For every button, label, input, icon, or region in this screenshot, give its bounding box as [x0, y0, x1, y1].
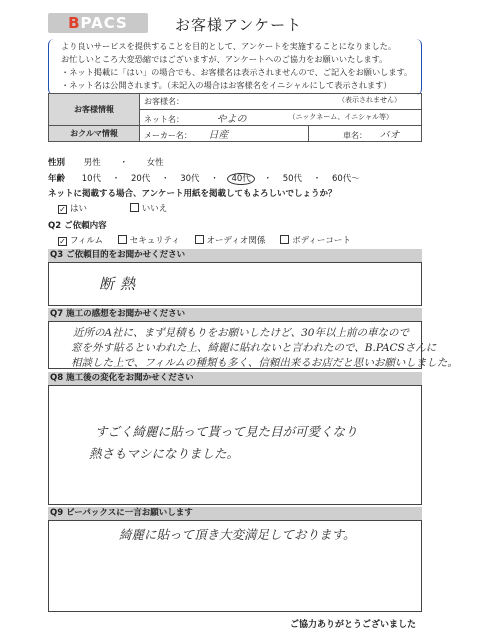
checkbox-icon — [280, 235, 289, 244]
intro-line: ・ネット掲載に「はい」の場合でも、お客様名は表示されませんので、ご記入をお願いします。 — [61, 67, 413, 77]
q7-answer-line: 相談した上で、フィルムの種類も多く、信頼出来るお店だと思いお願いしました。 — [71, 357, 458, 369]
car-info-label: おクルマ情報 — [49, 126, 140, 142]
age-sep: ・ — [312, 174, 322, 184]
gender-label: 性別 — [48, 158, 66, 168]
net-name-note: （ニックネーム、イニシャル等） — [288, 113, 393, 121]
age-sep: ・ — [263, 174, 273, 184]
age-option[interactable]: 60代～ — [331, 174, 360, 184]
q8-answer-line: すごく綺麗に貼って貰って見た目が可愛くなり — [95, 424, 358, 439]
age-label: 年齢 — [48, 174, 66, 184]
gender-option[interactable]: 女性 — [146, 158, 164, 168]
q3-header: Q3 ご依頼目的をお聞かせください — [48, 249, 422, 262]
net-name-value: やよの — [216, 114, 247, 125]
maker-label: メーカー名： — [144, 131, 192, 140]
model-cell[interactable] — [309, 126, 422, 142]
maker-cell[interactable] — [140, 126, 309, 142]
net-name-label: ネット名： — [144, 115, 184, 124]
q1-options — [58, 202, 167, 214]
q3-answer-box[interactable] — [48, 262, 422, 306]
age-option-selected[interactable]: 40代 — [227, 173, 254, 185]
q7-answer-line: 窓を外す貼るといわれた上、綺麗に貼れないと言われたので、B.PACSさんに — [71, 342, 437, 354]
model-value: バオ — [379, 130, 400, 141]
q2-option-security[interactable]: セキュリティ — [118, 236, 180, 246]
bpacs-logo: BPACS — [48, 13, 148, 33]
intro-box — [48, 39, 422, 95]
page-title: お客様アンケート — [175, 16, 303, 34]
age-sep: ・ — [111, 174, 121, 184]
gender-row — [48, 156, 164, 168]
q3-answer: 断熱 — [99, 275, 142, 293]
q8-answer-box[interactable] — [48, 385, 422, 505]
age-option[interactable]: 20代 — [130, 174, 151, 184]
customer-name-cell[interactable] — [140, 94, 422, 110]
intro-line: ・ネット名は公開されます。（未記入の場合はお客様名をイニシャルにして表示されます） — [61, 80, 392, 90]
q2-option-bodycoat[interactable]: ボディーコート — [280, 236, 351, 246]
customer-info-label: お客様情報 — [49, 94, 140, 126]
q2-label: Q2 ご依頼内容 — [48, 221, 107, 231]
gender-sep: ・ — [119, 158, 128, 168]
age-option[interactable]: 30代 — [180, 174, 200, 184]
q7-answer-box[interactable] — [48, 321, 458, 369]
model-label: 車名： — [343, 131, 367, 140]
q8-answer-line: 熱さもマシになりました。 — [89, 446, 240, 461]
net-name-cell[interactable] — [140, 110, 422, 126]
q1-yes-option[interactable]: ✓ はい — [59, 204, 88, 214]
age-option[interactable]: 50代 — [282, 174, 303, 184]
q1-no-option[interactable]: いいえ — [130, 204, 168, 214]
age-sep: ・ — [161, 174, 170, 184]
q8-header: Q8 施工後の変化をお聞かせください — [48, 372, 422, 385]
q9-answer-box[interactable] — [48, 520, 422, 612]
q9-answer-line: 綺麗に貼って頂き大変満足しております。 — [119, 527, 356, 542]
checkbox-icon — [130, 203, 139, 212]
q7-header: Q7 施工の感想をお聞かせください — [48, 308, 422, 321]
intro-line: より良いサービスを提供することを目的として、アンケートを実施することになりました。 — [61, 41, 397, 51]
info-table — [48, 93, 422, 142]
maker-value: 日産 — [208, 130, 229, 141]
age-option[interactable]: 10代 — [81, 174, 102, 184]
checkbox-icon — [195, 235, 204, 244]
q9-header: Q9 ビーパックスに一言お願いします — [48, 507, 422, 520]
q1-question: ネットに掲載する場合、アンケート用紙を掲載してもよろしいでしょうか？ — [48, 189, 337, 199]
q2-options — [58, 234, 351, 246]
intro-line: お忙しいところ大変恐縮ではございますが、アンケートへのご協力をお願いいたします。 — [61, 54, 388, 64]
customer-name-label: お客様名： — [144, 97, 184, 106]
age-sep: ・ — [210, 174, 219, 184]
customer-name-note: （表示されません） — [338, 96, 401, 104]
age-row — [48, 172, 360, 184]
check-icon: ✓ — [59, 237, 66, 246]
footer-thanks: ご協力ありがとうございました — [289, 620, 416, 630]
checkbox-icon — [118, 235, 127, 244]
q7-answer-line: 近所のA社に、まず見積もりをお願いしたけど、30年以上前の車なので — [73, 327, 409, 339]
gender-option[interactable]: 男性 — [83, 158, 101, 168]
q2-option-audio[interactable]: オーディオ関係 — [195, 236, 266, 246]
q2-option-film[interactable]: ✓ フィルム — [59, 236, 103, 246]
check-icon: ✓ — [59, 205, 66, 214]
